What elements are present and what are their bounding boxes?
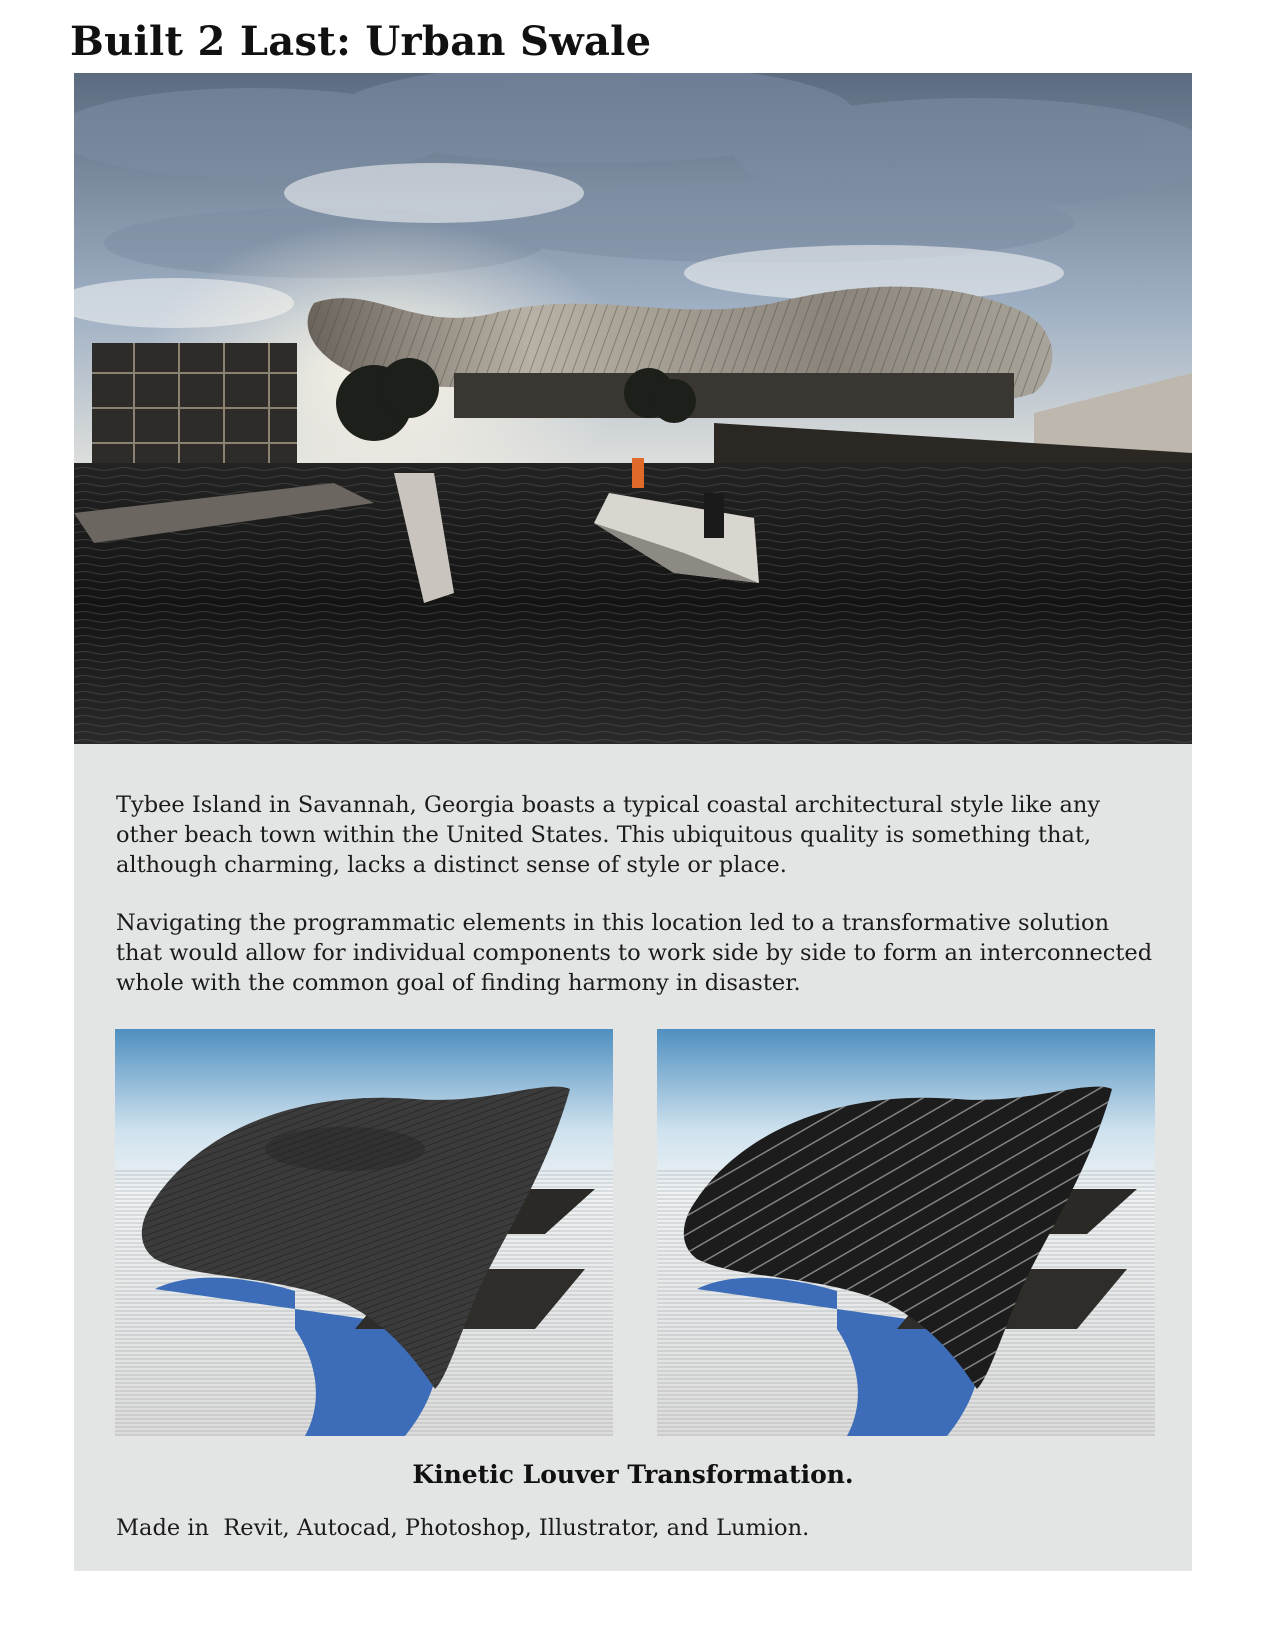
louver-render-state-1 bbox=[115, 1029, 613, 1436]
tools-credit-line: Made in Revit, Autocad, Photoshop, Illustrator, and Lumion. bbox=[116, 1515, 810, 1541]
louver-render-state-2 bbox=[657, 1029, 1155, 1436]
description-panel bbox=[74, 744, 1192, 1571]
louver-render-illustration-1 bbox=[115, 1029, 613, 1436]
page-title: Built 2 Last: Urban Swale bbox=[70, 18, 652, 65]
hero-rendering-image bbox=[74, 73, 1192, 744]
description-paragraph-1: Tybee Island in Savannah, Georgia boasts a typical coastal architectural style like any other beach town within the United States. This ubiquitous quality is something that, although charming, lacks a distinct sense of style or place. bbox=[116, 792, 1101, 878]
hero-rendering-illustration bbox=[74, 73, 1192, 744]
louver-render-illustration-2 bbox=[657, 1029, 1155, 1436]
figure-caption: Kinetic Louver Transformation. bbox=[412, 1460, 854, 1489]
description-paragraph-2: Navigating the programmatic elements in this location led to a transformative solution that would allow for individual components to work side by side to form an interconnected whole with the common goal of finding harmony in disaster. bbox=[116, 910, 1153, 996]
